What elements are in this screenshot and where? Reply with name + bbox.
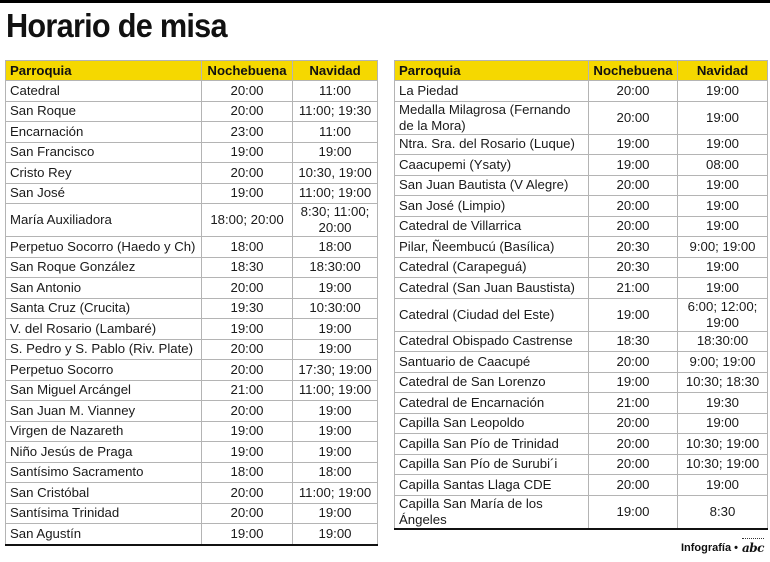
cell-nochebuena: 20:00: [202, 101, 293, 122]
cell-parroquia: San Miguel Arcángel: [6, 380, 202, 401]
cell-navidad: 19:00: [678, 101, 768, 134]
cell-parroquia: San Antonio: [6, 278, 202, 299]
table-row: [395, 155, 768, 176]
table-row: [6, 278, 378, 299]
table-row: [395, 331, 768, 352]
cell-parroquia: Pilar, Ñeembucú (Basílica): [395, 237, 589, 258]
header-parroquia: Parroquia: [395, 61, 589, 81]
cell-nochebuena: 20:00: [589, 216, 678, 237]
cell-nochebuena: 20:00: [589, 81, 678, 102]
cell-nochebuena: 20:00: [589, 454, 678, 475]
cell-parroquia: S. Pedro y S. Pablo (Riv. Plate): [6, 339, 202, 360]
table-row: [6, 319, 378, 340]
cell-nochebuena: 23:00: [202, 122, 293, 143]
table-row: [395, 237, 768, 258]
cell-navidad: 11:00; 19:30: [293, 101, 378, 122]
table-row: [6, 142, 378, 163]
table-row: [6, 122, 378, 143]
table-row: [395, 196, 768, 217]
table-row: [6, 524, 378, 545]
cell-navidad: 11:00; 19:00: [293, 380, 378, 401]
cell-parroquia: Catedral de Encarnación: [395, 393, 589, 414]
table-row: [395, 101, 768, 134]
cell-parroquia: San Roque: [6, 101, 202, 122]
table-row: [395, 454, 768, 475]
header-row: [6, 61, 378, 81]
cell-parroquia: San Juan M. Vianney: [6, 401, 202, 422]
table-row: [395, 393, 768, 414]
cell-navidad: 18:00: [293, 237, 378, 258]
cell-nochebuena: 20:00: [202, 163, 293, 184]
cell-navidad: 9:00; 19:00: [678, 237, 768, 258]
table-row: [6, 101, 378, 122]
table-row: [6, 183, 378, 204]
top-rule: [0, 0, 770, 3]
cell-navidad: 10:30; 18:30: [678, 372, 768, 393]
cell-navidad: 8:30: [678, 495, 768, 529]
cell-navidad: 19:00: [293, 339, 378, 360]
cell-navidad: 18:30:00: [678, 331, 768, 352]
cell-parroquia: San Roque González: [6, 257, 202, 278]
cell-nochebuena: 20:00: [202, 278, 293, 299]
header-navidad: Navidad: [678, 61, 768, 81]
table-row: [6, 360, 378, 381]
page-title: Horario de misa: [6, 7, 227, 44]
cell-nochebuena: 21:00: [589, 278, 678, 299]
cell-navidad: 19:00: [293, 278, 378, 299]
cell-navidad: 8:30; 11:00; 20:00: [293, 204, 378, 237]
cell-nochebuena: 20:00: [589, 352, 678, 373]
schedule-table-left: [5, 60, 378, 546]
cell-parroquia: Perpetuo Socorro (Haedo y Ch): [6, 237, 202, 258]
table-row: [395, 298, 768, 331]
table-row: [395, 257, 768, 278]
cell-nochebuena: 20:00: [589, 101, 678, 134]
cell-navidad: 19:00: [293, 401, 378, 422]
cell-nochebuena: 20:00: [202, 339, 293, 360]
cell-navidad: 19:00: [678, 81, 768, 102]
cell-navidad: 11:00: [293, 122, 378, 143]
cell-navidad: 19:00: [678, 196, 768, 217]
cell-navidad: 17:30; 19:00: [293, 360, 378, 381]
cell-navidad: 19:00: [678, 257, 768, 278]
header-nochebuena: Nochebuena: [589, 61, 678, 81]
cell-navidad: 10:30; 19:00: [678, 434, 768, 455]
header-row: [395, 61, 768, 81]
cell-parroquia: Caacupemi (Ysaty): [395, 155, 589, 176]
cell-nochebuena: 18:00: [202, 462, 293, 483]
cell-nochebuena: 21:00: [589, 393, 678, 414]
cell-parroquia: Catedral (San Juan Baustista): [395, 278, 589, 299]
cell-nochebuena: 20:00: [589, 434, 678, 455]
cell-nochebuena: 19:00: [202, 183, 293, 204]
cell-navidad: 19:00: [293, 524, 378, 545]
table-row: [6, 442, 378, 463]
cell-nochebuena: 20:00: [589, 413, 678, 434]
cell-parroquia: Santísima Trinidad: [6, 503, 202, 524]
cell-nochebuena: 18:00; 20:00: [202, 204, 293, 237]
cell-parroquia: Medalla Milagrosa (Fernando de la Mora): [395, 101, 589, 134]
header-parroquia: Parroquia: [6, 61, 202, 81]
header-navidad: Navidad: [293, 61, 378, 81]
abc-logo: abc: [742, 541, 764, 555]
table-row: [6, 380, 378, 401]
table-row: [6, 483, 378, 504]
cell-parroquia: Catedral de San Lorenzo: [395, 372, 589, 393]
table-row: [395, 475, 768, 496]
cell-parroquia: Catedral: [6, 81, 202, 102]
cell-navidad: 9:00; 19:00: [678, 352, 768, 373]
cell-parroquia: Catedral (Ciudad del Este): [395, 298, 589, 331]
cell-nochebuena: 19:00: [589, 372, 678, 393]
cell-parroquia: V. del Rosario (Lambaré): [6, 319, 202, 340]
cell-parroquia: San Francisco: [6, 142, 202, 163]
cell-parroquia: María Auxiliadora: [6, 204, 202, 237]
cell-navidad: 19:00: [293, 142, 378, 163]
cell-nochebuena: 20:00: [589, 196, 678, 217]
cell-navidad: 19:00: [678, 134, 768, 155]
cell-parroquia: Catedral de Villarrica: [395, 216, 589, 237]
cell-nochebuena: 21:00: [202, 380, 293, 401]
table-row: [6, 298, 378, 319]
cell-nochebuena: 19:00: [202, 319, 293, 340]
cell-nochebuena: 19:00: [202, 142, 293, 163]
table-row: [395, 434, 768, 455]
cell-parroquia: Capilla San Pío de Surubi´i: [395, 454, 589, 475]
cell-navidad: 19:00: [678, 475, 768, 496]
cell-navidad: 19:00: [293, 421, 378, 442]
cell-nochebuena: 20:00: [202, 483, 293, 504]
cell-navidad: 19:00: [678, 175, 768, 196]
cell-navidad: 11:00: [293, 81, 378, 102]
cell-parroquia: Encarnación: [6, 122, 202, 143]
cell-parroquia: Catedral Obispado Castrense: [395, 331, 589, 352]
cell-nochebuena: 19:00: [589, 298, 678, 331]
cell-parroquia: Catedral (Carapeguá): [395, 257, 589, 278]
table-row: [6, 237, 378, 258]
header-nochebuena: Nochebuena: [202, 61, 293, 81]
cell-nochebuena: 20:30: [589, 237, 678, 258]
cell-parroquia: Capilla San Leopoldo: [395, 413, 589, 434]
table-row: [6, 503, 378, 524]
credit-text: Infografía •: [680, 542, 739, 554]
cell-nochebuena: 19:00: [202, 421, 293, 442]
table-row: [6, 163, 378, 184]
cell-nochebuena: 20:00: [202, 401, 293, 422]
cell-parroquia: Ntra. Sra. del Rosario (Luque): [395, 134, 589, 155]
cell-nochebuena: 20:00: [589, 175, 678, 196]
cell-nochebuena: 20:00: [202, 360, 293, 381]
table-row: [395, 134, 768, 155]
cell-navidad: 6:00; 12:00; 19:00: [678, 298, 768, 331]
cell-nochebuena: 19:00: [202, 442, 293, 463]
table-row: [6, 401, 378, 422]
table-row: [395, 81, 768, 102]
cell-navidad: 11:00; 19:00: [293, 483, 378, 504]
cell-nochebuena: 20:00: [589, 475, 678, 496]
table-row: [6, 462, 378, 483]
cell-navidad: 11:00; 19:00: [293, 183, 378, 204]
cell-parroquia: San Juan Bautista (V Alegre): [395, 175, 589, 196]
cell-parroquia: La Piedad: [395, 81, 589, 102]
cell-parroquia: Santísimo Sacramento: [6, 462, 202, 483]
table-row: [395, 216, 768, 237]
cell-navidad: 10:30:00: [293, 298, 378, 319]
cell-parroquia: San Agustín: [6, 524, 202, 545]
cell-nochebuena: 20:00: [202, 81, 293, 102]
cell-parroquia: San José: [6, 183, 202, 204]
credit: [681, 541, 764, 555]
cell-parroquia: Santuario de Caacupé: [395, 352, 589, 373]
cell-nochebuena: 19:00: [589, 134, 678, 155]
cell-navidad: 19:30: [678, 393, 768, 414]
schedule-table-right: [394, 60, 768, 530]
table-row: [6, 81, 378, 102]
cell-nochebuena: 19:30: [202, 298, 293, 319]
cell-navidad: 19:00: [293, 442, 378, 463]
cell-parroquia: Perpetuo Socorro: [6, 360, 202, 381]
table-row: [395, 278, 768, 299]
table-row: [395, 175, 768, 196]
table-row: [6, 257, 378, 278]
cell-parroquia: San Cristóbal: [6, 483, 202, 504]
table-row: [6, 339, 378, 360]
cell-navidad: 19:00: [678, 278, 768, 299]
cell-parroquia: Capilla Santas Llaga CDE: [395, 475, 589, 496]
cell-parroquia: Santa Cruz (Crucita): [6, 298, 202, 319]
cell-parroquia: Cristo Rey: [6, 163, 202, 184]
cell-nochebuena: 20:00: [202, 503, 293, 524]
table-row: [395, 352, 768, 373]
cell-navidad: 18:00: [293, 462, 378, 483]
table-row: [395, 372, 768, 393]
cell-parroquia: San José (Limpio): [395, 196, 589, 217]
cell-nochebuena: 18:30: [202, 257, 293, 278]
cell-nochebuena: 18:00: [202, 237, 293, 258]
cell-navidad: 10:30; 19:00: [678, 454, 768, 475]
cell-nochebuena: 18:30: [589, 331, 678, 352]
cell-nochebuena: 19:00: [589, 495, 678, 529]
cell-navidad: 10:30, 19:00: [293, 163, 378, 184]
cell-navidad: 19:00: [293, 503, 378, 524]
table-row: [6, 204, 378, 237]
table-row: [6, 421, 378, 442]
cell-navidad: 19:00: [293, 319, 378, 340]
cell-navidad: 08:00: [678, 155, 768, 176]
cell-parroquia: Capilla San Pío de Trinidad: [395, 434, 589, 455]
cell-nochebuena: 19:00: [202, 524, 293, 545]
cell-parroquia: Virgen de Nazareth: [6, 421, 202, 442]
table-row: [395, 495, 768, 529]
cell-nochebuena: 20:30: [589, 257, 678, 278]
cell-parroquia: Niño Jesús de Praga: [6, 442, 202, 463]
cell-parroquia: Capilla San María de los Ángeles: [395, 495, 589, 529]
cell-navidad: 19:00: [678, 216, 768, 237]
table-row: [395, 413, 768, 434]
cell-nochebuena: 19:00: [589, 155, 678, 176]
cell-navidad: 18:30:00: [293, 257, 378, 278]
cell-navidad: 19:00: [678, 413, 768, 434]
